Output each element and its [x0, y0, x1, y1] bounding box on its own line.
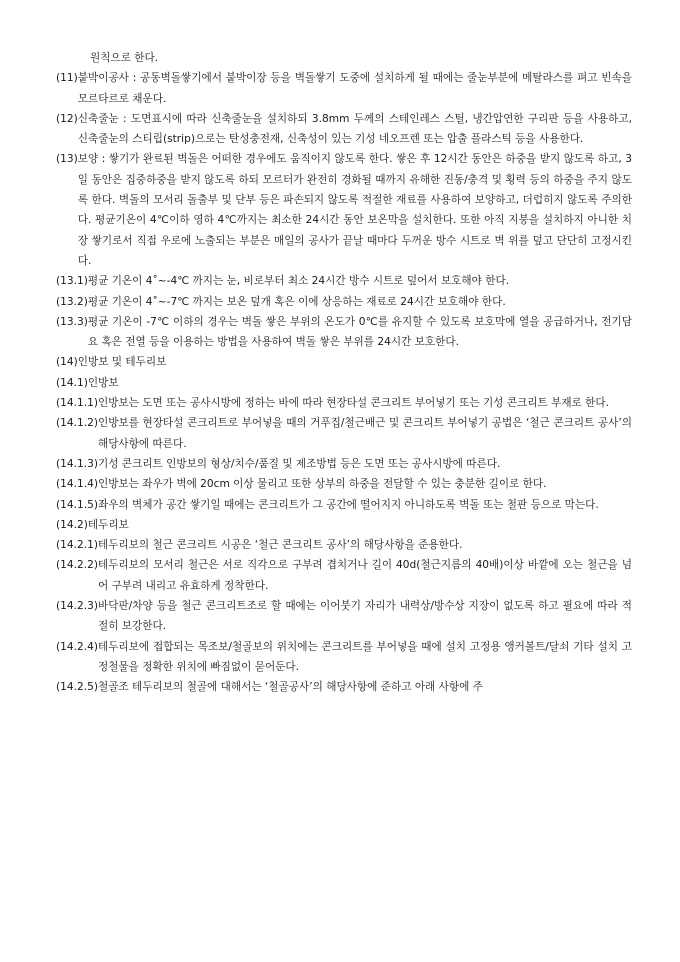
clause-text: 평균 기온이 4˚~-7℃ 까지는 보온 덮개 혹은 이에 상응하는 재료로 24시간 보호해야 한다. — [87, 295, 506, 308]
clause-item — [56, 637, 632, 678]
clause-number: (14.1.5) — [56, 498, 98, 511]
clause-item — [56, 474, 632, 494]
clause-number: (14.1.4) — [56, 478, 98, 491]
clause-text: 평균 기온이 -7℃ 이하의 경우는 벽돌 쌓은 부위의 온도가 0℃를 유지할 수 있도록 보호막에 열을 공급하거나, 전기담요 혹은 전열 등을 이용하는 방법을 사용하여 벽돌 쌓은 부위를 24시간 보호한다. — [87, 315, 632, 349]
clause-item — [56, 312, 632, 353]
continuation-line: 원칙으로 한다. — [90, 52, 159, 64]
clause-item — [56, 109, 632, 150]
clause-text: 인방보는 좌우가 벽에 20cm 이상 물리고 또한 상부의 하중을 전달할 수 있는 충분한 길이로 한다. — [97, 478, 547, 491]
clause-text: 평균 기온이 4˚~-4℃ 까지는 눈, 비로부터 최소 24시간 방수 시트로 덮어서 보호해야 한다. — [87, 275, 510, 288]
clause-number: (14.1.3) — [56, 457, 98, 470]
clause-text: 기성 콘크리트 인방보의 형상/치수/품질 및 제조방법 등은 도면 또는 공사시방에 따른다. — [97, 457, 501, 470]
clause-item — [56, 515, 632, 535]
clause-text: 좌우의 벽체가 공간 쌓기일 때에는 콘크리트가 그 공간에 떨어지지 아니하도록 벽돌 또는 철판 등으로 막는다. — [97, 498, 599, 511]
clause-number: (14.1) — [56, 376, 88, 389]
clause-item — [56, 555, 632, 596]
clause-number: (14.1.2) — [56, 417, 98, 430]
clause-item — [56, 677, 632, 697]
clause-list — [56, 68, 632, 697]
clause-item — [56, 495, 632, 515]
clause-number: (14.2.2) — [56, 559, 98, 572]
clause-number: (13.2) — [56, 295, 88, 308]
clause-item — [56, 535, 632, 555]
clause-item — [56, 454, 632, 474]
clause-number: (14.1.1) — [56, 397, 98, 410]
clause-text: 테두리보 — [87, 518, 129, 531]
clause-number: (12) — [56, 112, 78, 125]
clause-text: 바닥판/차양 등을 철근 콘크리트조로 할 때에는 이어붓기 자리가 내력상/방수상 지장이 없도록 하고 필요에 따라 적절히 보강한다. — [97, 600, 632, 633]
clause-number: (14.2.3) — [56, 600, 98, 613]
clause-number: (14.2.4) — [56, 640, 98, 653]
clause-item — [56, 271, 632, 291]
clause-text: 인방보 — [87, 376, 119, 389]
clause-text: 붙박이공사 : 공동벽돌쌓기에서 붙박이장 등을 벽돌쌓기 도중에 설치하게 될 때에는 줄눈부분에 메탈라스를 펴고 빈속을 모르타르로 채운다. — [77, 72, 632, 105]
clause-text: 신축줄눈 : 도면표시에 따라 신축줄눈을 설치하되 3.8mm 두께의 스테인레스 스틸, 냉간압연한 구리판 등을 사용하고, 신축줄눈의 스티립(strip)으로는 탄성충전재, 신축성이 있는 기성 네오프렌 또는 압출 플라스틱 등을 사용한다. — [77, 112, 632, 146]
clause-item — [56, 149, 632, 271]
clause-text: 테두리보의 철근 콘크리트 시공은 ‘철근 콘크리트 공사’의 해당사항을 준용한다. — [97, 539, 463, 552]
clause-item — [56, 292, 632, 312]
clause-text: 철골조 테두리보의 철골에 대해서는 ‘철골공사’의 해당사항에 준하고 아래 사항에 주 — [97, 681, 483, 694]
clause-text: 보양 : 쌓기가 완료된 벽돌은 어떠한 경우에도 움직이지 않도록 한다. 쌓은 후 12시간 동안은 하중을 받지 않도록 하고, 3일 동안은 집중하중을 받지 않도록 하되 모르터가 완전히 경화될 때까지 유해한 진동/충격 및 횡력 등의 하중을 주지 않도록 한다. 벽돌의 모서리 돌출부 및 단부 등은 파손되지 않도록 적절한 재료를 사용하여 보양하고, 더럽히지 않도록 주의한다. 평균기온이 4℃이하 영하 4℃까지는 최소한 24시간 동안 보온막을 설치한다. 또한 아직 지붕을 설치하지 아니한 치장 쌓기로서 직접 우로에 노출되는 부분은 매일의 공사가 끝날 때마다 두꺼운 방수 시트로 벽 위를 덮고 단단히 고정시킨다. — [77, 153, 632, 267]
clause-text: 인방보는 도면 또는 공사시방에 정하는 바에 따라 현장타설 콘크리트 부어넣기 또는 기성 콘크리트 부재로 한다. — [97, 397, 609, 410]
clause-item — [56, 413, 632, 454]
clause-item — [56, 352, 632, 372]
clause-number: (14.2.1) — [56, 539, 98, 552]
clause-number: (13) — [56, 153, 78, 166]
clause-text: 테두리보의 모서리 철근은 서로 직각으로 구부려 겹치거나 길이 40d(철근지름의 40배)이상 바깥에 오는 철근을 넘어 구부려 내리고 유효하게 정착한다. — [97, 559, 632, 592]
clause-item — [56, 596, 632, 637]
clause-item — [56, 393, 632, 413]
clause-number: (14.2.5) — [56, 681, 98, 694]
clause-number: (13.1) — [56, 275, 88, 288]
clause-number: (13.3) — [56, 315, 88, 328]
clause-number: (14) — [56, 356, 78, 369]
clause-text: 테두리보에 접합되는 목조보/철골보의 위치에는 콘크리트를 부어넣을 때에 설치 고정용 앵커볼트/달쇠 기타 설치 고정철물을 정확한 위치에 빠짐없이 묻어둔다. — [97, 640, 632, 673]
clause-item — [56, 68, 632, 109]
clause-item — [56, 373, 632, 393]
clause-text: 인방보를 현장타설 콘크리트로 부어넣을 때의 거푸집/철근배근 및 콘크리트 부어넣기 공법은 ‘철근 콘크리트 공사’의 해당사항에 따른다. — [97, 417, 632, 450]
clause-text: 인방보 및 테두리보 — [77, 356, 167, 369]
clause-number: (11) — [56, 72, 78, 85]
clause-number: (14.2) — [56, 518, 88, 531]
